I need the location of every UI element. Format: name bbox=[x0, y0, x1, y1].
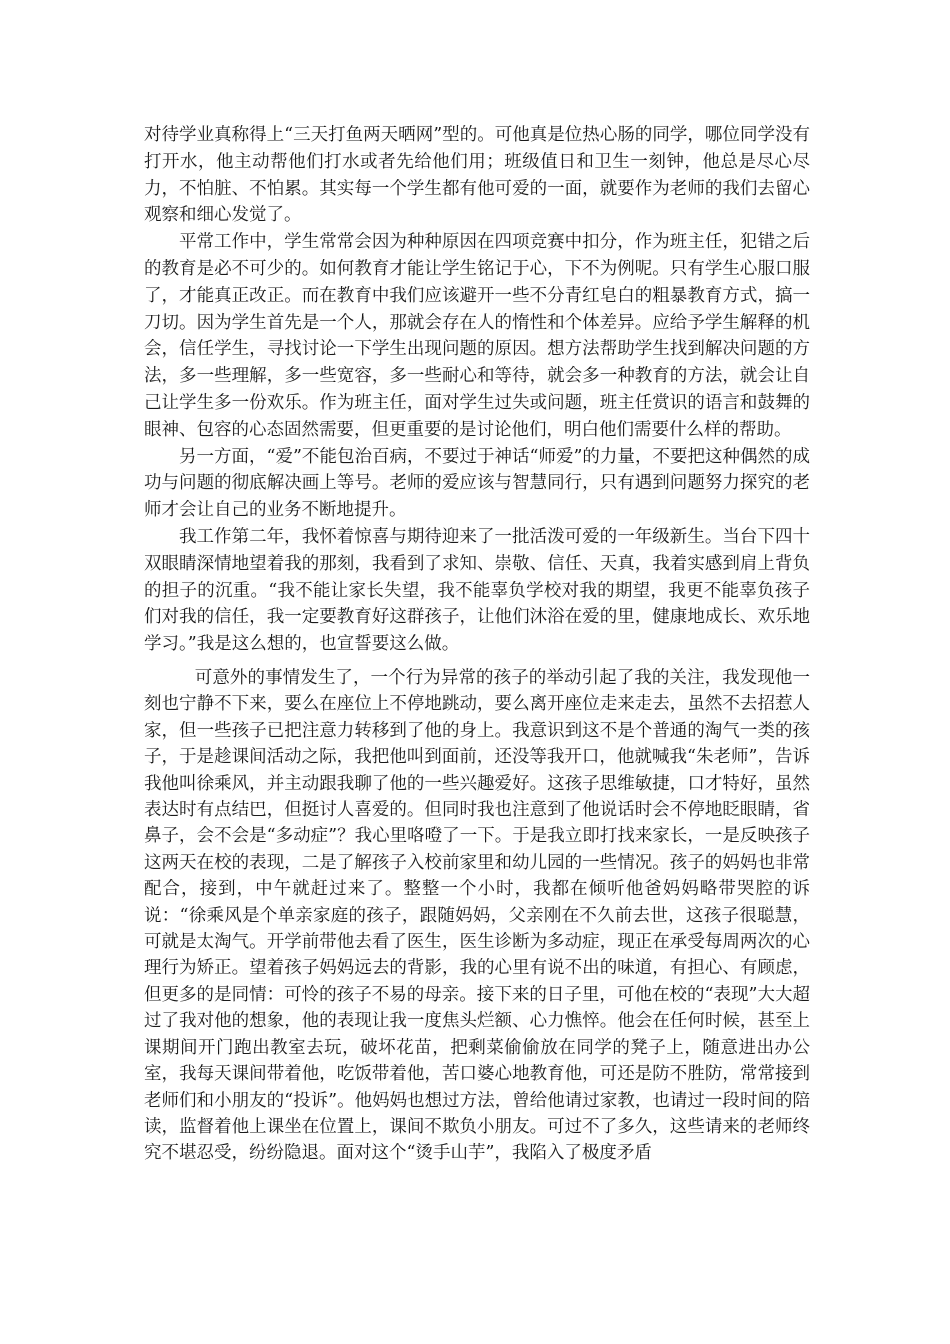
paragraph-1: 对待学业真称得上“三天打鱼两天晒网”型的。可他真是位热心肠的同学，哪位同学没有打开水，他主动帮他们打水或者先给他们用；班级值日和卫生一刻钟，他总是尽心尽力，不怕脏、不怕累。其实每一个学生都有他可爱的一面，就要作为老师的我们去留心观察和细心发觉了。 bbox=[144, 125, 810, 226]
paragraph-4: 我工作第二年，我怀着惊喜与期待迎来了一批活泼可爱的一年级新生。当台下四十双眼睛深情地望着我的那刻，我看到了求知、崇敬、信任、天真，我着实感到肩上背负的担子的沉重。“我不能让家长失望，我不能辜负学校对我的期望，我更不能辜负孩子们对我的信任，我一定要教育好这群孩子，让他们沐浴在爱的里，健康地成长、欢乐地学习。”我是这么想的，也宣誓要这么做。 bbox=[144, 526, 810, 655]
text-block-top bbox=[144, 122, 810, 658]
paragraph-3: 另一方面，“爱”不能包治百病，不要过于神话“师爱”的力量，不要把这种偶然的成功与问题的彻底解决画上等号。老师的爱应该与智慧同行，只有遇到问题努力探究的老师才会让自己的业务不断地提升。 bbox=[144, 446, 810, 521]
paragraph-5: 可意外的事情发生了，一个行为异常的孩子的举动引起了我的关注，我发现他一刻也宁静不下来，要么在座位上不停地跳动，要么离开座位走来走去，虽然不去招惹人家，但一些孩子已把注意力转移到了他的身上。我意识到这不是个普通的淘气一类的孩子，于是趁课间活动之际，我把他叫到面前，还没等我开口，他就喊我“朱老师”，告诉我他叫徐乘风，并主动跟我聊了他的一些兴趣爱好。这孩子思维敏捷，口才特好，虽然表达时有点结巴，但挺讨人喜爱的。但同时我也注意到了他说话时会不停地眨眼睛，省鼻子，会不会是“多动症”？我心里咯噔了一下。于是我立即打找来家长，一是反映孩子这两天在校的表现，二是了解孩子入校前家里和幼儿园的一些情况。孩子的妈妈也非常配合，接到，中午就赶过来了。整整一个小时，我都在倾听他爸妈妈略带哭腔的诉说：“徐乘风是个单亲家庭的孩子，跟随妈妈，父亲刚在不久前去世，这孩子很聪慧，可就是太淘气。开学前带他去看了医生，医生诊断为多动症，现正在承受每周两次的心理行为矫正。望着孩子妈妈远去的背影，我的心里有说不出的味道，有担心、有顾虑，但更多的是同情：可怜的孩子不易的母亲。接下来的日子里，可他在校的“表现”大大超过了我对他的想象，他的表现让我一度焦头烂额、心力憔悴。他会在任何时候，甚至上课期间开门跑出教室去玩，破坏花苗，把剩菜偷偷放在同学的凳子上，随意进出办公室，我每天课间带着他，吃饭带着他，苦口婆心地教育他，可还是防不胜防，常常接到老师们和小朋友的“投诉”。他妈妈也想过方法，曾给他请过家教，也请过一段时间的陪读，监督着他上课坐在位置上，课间不欺负小朋友。可过不了多久，这些请来的老师终究不堪忍受，纷纷隐退。面对这个“烫手山芋”，我陷入了极度矛盾 bbox=[144, 668, 810, 1164]
text-block-bottom bbox=[144, 665, 810, 1167]
paragraph-2: 平常工作中，学生常常会因为种种原因在四项竞赛中扣分，作为班主任，犯错之后的教育是必不可少的。如何教育才能让学生铭记于心，下不为例呢。只有学生心服口服了，才能真正改正。而在教育中我们应该避开一些不分青红皂白的粗暴教育方式，搞一刀切。因为学生首先是一个人，那就会存在人的惰性和个体差异。应给予学生解释的机会，信任学生，寻找讨论一下学生出现问题的原因。想方法帮助学生找到解决问题的方法，多一些理解，多一些宽容，多一些耐心和等待，就会多一种教育的方法，就会让自己让学生多一份欢乐。作为班主任，面对学生过失或问题，班主任赏识的语言和鼓舞的眼神、包容的心态固然需要，但更重要的是讨论他们，明白他们需要什么样的帮助。 bbox=[144, 232, 810, 440]
